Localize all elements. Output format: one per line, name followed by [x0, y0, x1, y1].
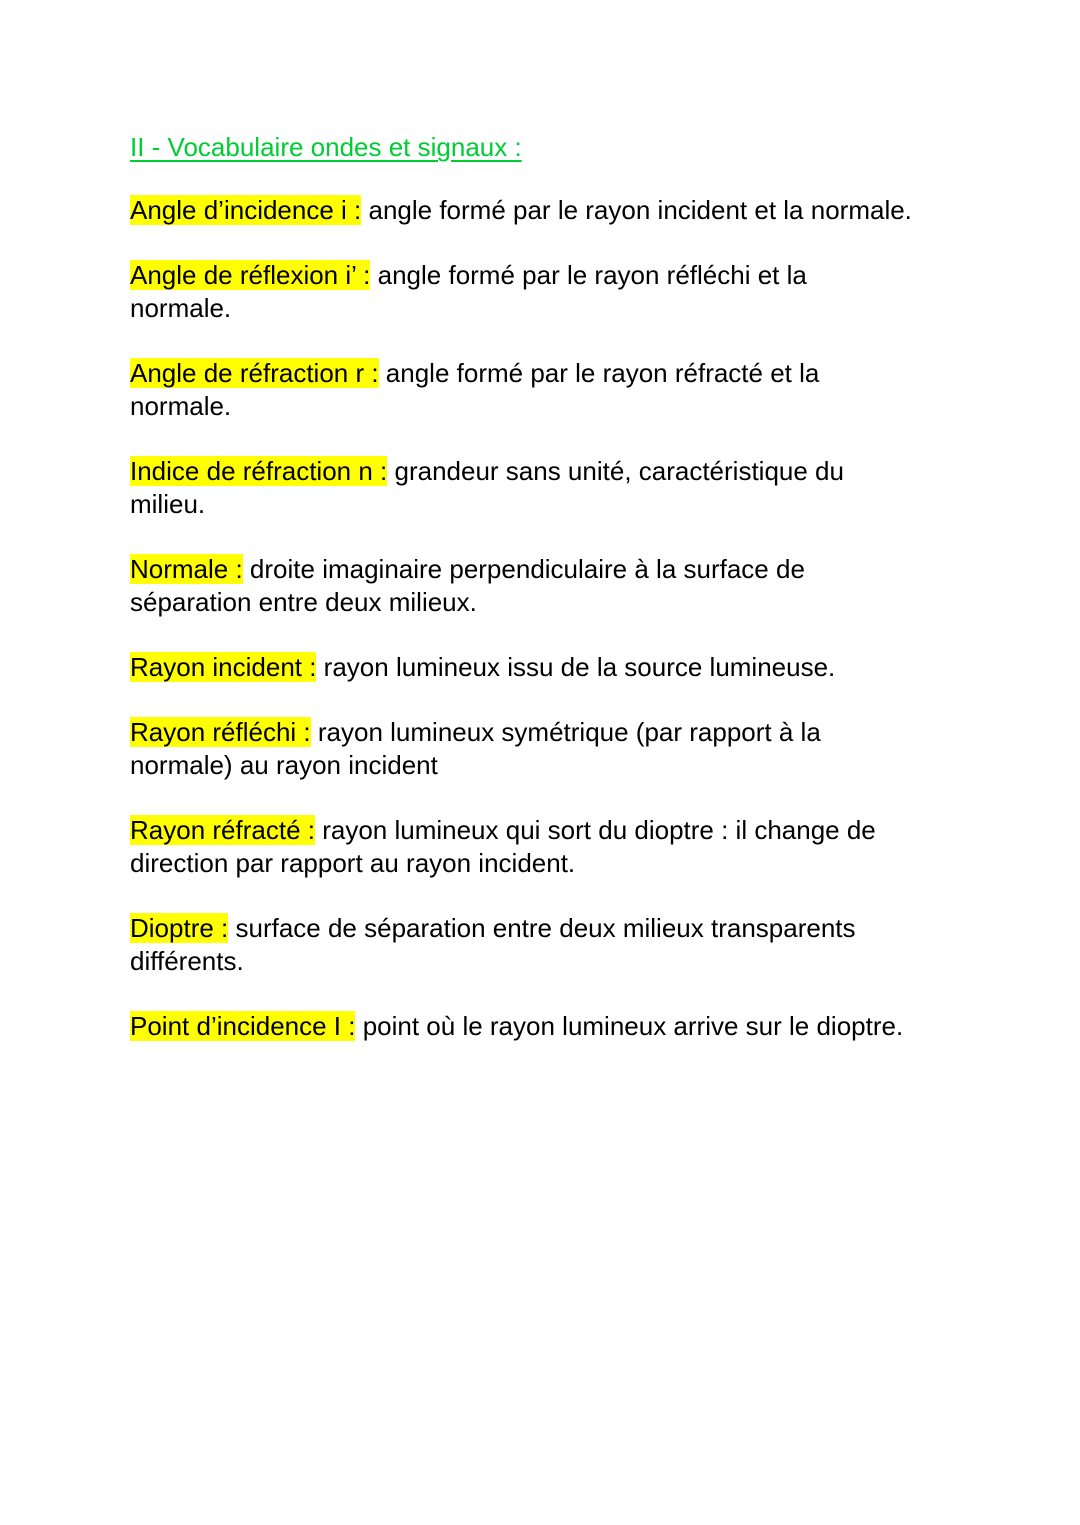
- definition-term: Rayon incident :: [130, 652, 317, 682]
- definition-dioptre: [130, 912, 920, 978]
- definition-angle-refraction: [130, 357, 870, 423]
- definition-angle-incidence: [130, 194, 960, 227]
- definition-normale: [130, 553, 860, 619]
- definition-term: Normale :: [130, 554, 243, 584]
- definition-term: Rayon réfracté :: [130, 815, 315, 845]
- definition-term: Angle de réflexion i’ :: [130, 260, 371, 290]
- definition-list: [130, 194, 1010, 1043]
- definition-term: Rayon réfléchi :: [130, 717, 311, 747]
- definition-text: rayon lumineux symétrique (par rapport à la normale) au rayon incident: [130, 717, 821, 780]
- definition-text: rayon lumineux issu de la source lumineuse.: [316, 652, 836, 682]
- document-page: [130, 128, 1010, 1075]
- definition-rayon-refracte: [130, 814, 930, 880]
- section-title: II - Vocabulaire ondes et signaux :: [130, 132, 522, 162]
- definition-term: Point d’incidence I :: [130, 1011, 356, 1041]
- definition-text: droite imaginaire perpendiculaire à la surface de séparation entre deux milieux.: [130, 554, 805, 617]
- definition-text: surface de séparation entre deux milieux transparents différents.: [130, 913, 856, 976]
- definition-angle-reflexion: [130, 259, 860, 325]
- definition-text: grandeur sans unité, caractéristique du milieu.: [130, 456, 844, 519]
- definition-term: Indice de réfraction n :: [130, 456, 388, 486]
- definition-text: rayon lumineux qui sort du dioptre : il change de direction par rapport au rayon incident.: [130, 815, 876, 878]
- definition-term: Angle d’incidence i :: [130, 195, 362, 225]
- definition-rayon-reflechi: [130, 716, 890, 782]
- definition-text: point où le rayon lumineux arrive sur le dioptre.: [355, 1011, 904, 1041]
- definition-text: angle formé par le rayon réfléchi et la normale.: [130, 260, 807, 323]
- definition-rayon-incident: [130, 651, 930, 684]
- definition-text: angle formé par le rayon incident et la normale.: [361, 195, 912, 225]
- definition-point-incidence: [130, 1010, 980, 1043]
- definition-term: Dioptre :: [130, 913, 229, 943]
- definition-term: Angle de réfraction r :: [130, 358, 379, 388]
- definition-text: angle formé par le rayon réfracté et la normale.: [130, 358, 820, 421]
- definition-indice-refraction: [130, 455, 900, 521]
